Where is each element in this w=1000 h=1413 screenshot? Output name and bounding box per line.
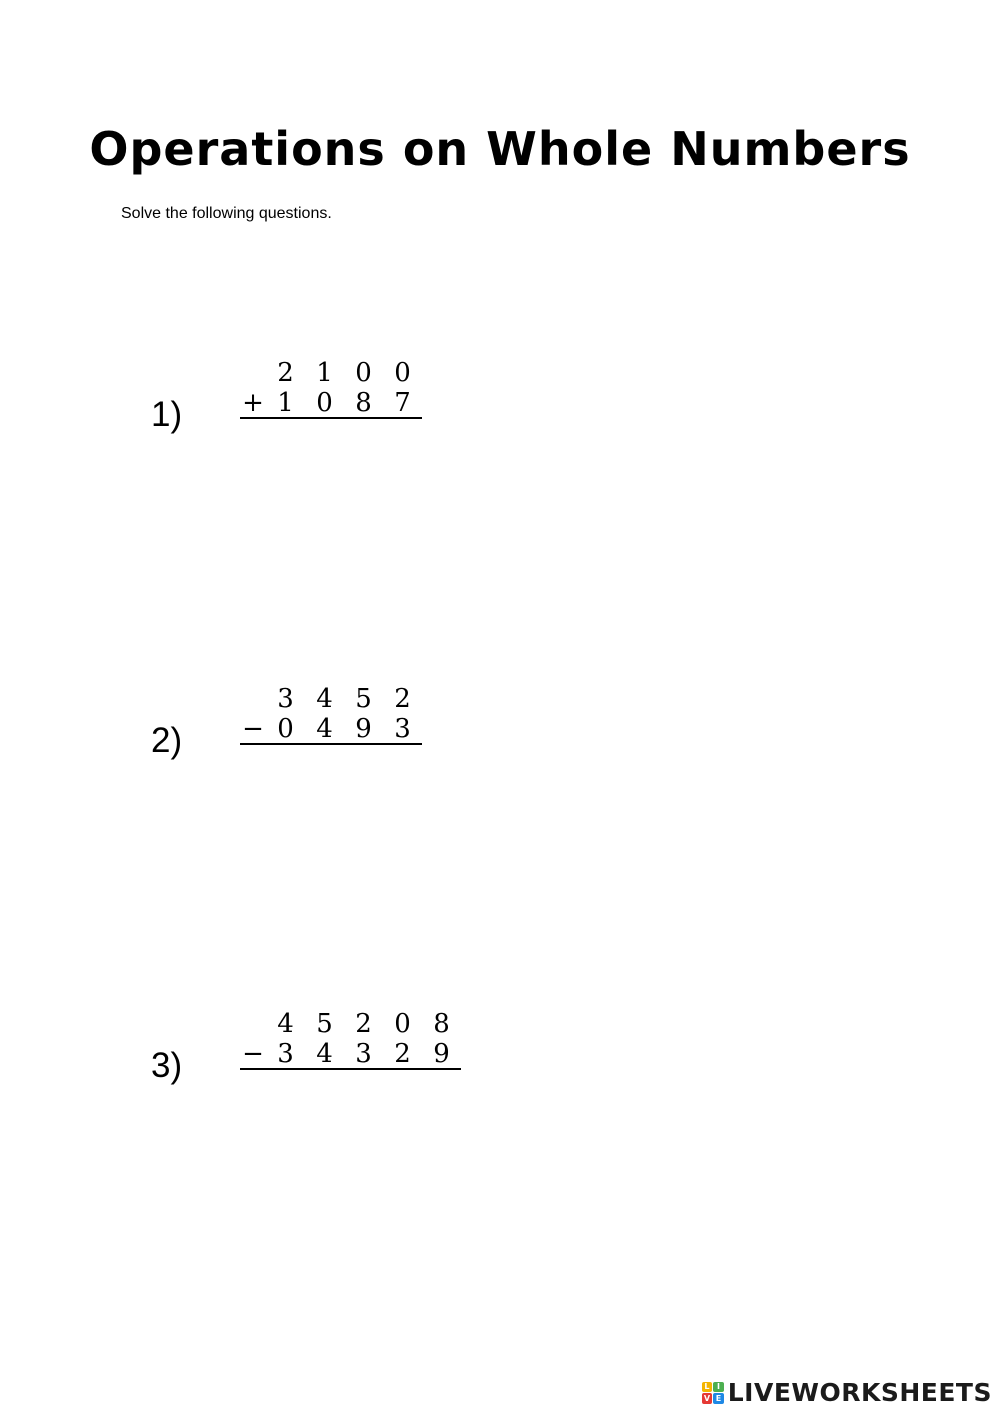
top-operand — [240, 1008, 461, 1039]
logo-letter: I — [713, 1382, 724, 1393]
digit: 3 — [355, 1038, 372, 1069]
bottom-operand — [240, 1039, 461, 1070]
digit: 0 — [316, 387, 333, 418]
watermark-text: LIVEWORKSHEETS — [727, 1378, 992, 1407]
digit: 3 — [394, 713, 411, 744]
digit: 0 — [277, 713, 294, 744]
subtraction-problem — [240, 683, 422, 745]
top-operand — [240, 357, 422, 388]
page-title: Operations on Whole Numbers — [89, 122, 911, 176]
logo-letter: E — [713, 1393, 724, 1404]
addition-problem — [240, 357, 422, 419]
digit: 4 — [316, 713, 333, 744]
digit: 2 — [394, 1038, 411, 1069]
minus-sign: − — [242, 1038, 264, 1069]
digit: 2 — [277, 357, 294, 388]
liveworksheets-watermark — [702, 1378, 992, 1407]
bottom-operand — [240, 388, 422, 419]
bottom-operand — [240, 714, 422, 745]
digit: 3 — [277, 1038, 294, 1069]
digit: 8 — [433, 1008, 450, 1039]
question-number: 1) — [151, 395, 183, 434]
plus-sign: + — [242, 387, 264, 418]
question-2 — [0, 683, 1000, 793]
logo-letter: V — [702, 1393, 713, 1404]
digit: 2 — [394, 683, 411, 714]
top-operand — [240, 683, 422, 714]
digit: 1 — [277, 387, 294, 418]
minus-sign: − — [242, 713, 264, 744]
question-number: 2) — [151, 721, 183, 760]
digit: 4 — [277, 1008, 294, 1039]
digit: 9 — [355, 713, 372, 744]
question-1 — [0, 357, 1000, 467]
digit: 4 — [316, 683, 333, 714]
logo-letter: L — [702, 1382, 713, 1393]
question-3 — [0, 1008, 1000, 1118]
question-number: 3) — [151, 1046, 183, 1085]
liveworksheets-logo-icon — [702, 1382, 724, 1404]
digit: 0 — [394, 1008, 411, 1039]
digit: 1 — [316, 357, 333, 388]
digit: 5 — [316, 1008, 333, 1039]
digit: 0 — [355, 357, 372, 388]
subtraction-problem — [240, 1008, 461, 1070]
digit: 8 — [355, 387, 372, 418]
digit: 5 — [355, 683, 372, 714]
digit: 9 — [433, 1038, 450, 1069]
instruction-text: Solve the following questions. — [121, 205, 332, 222]
digit: 4 — [316, 1038, 333, 1069]
digit: 7 — [394, 387, 411, 418]
digit: 0 — [394, 357, 411, 388]
digit: 3 — [277, 683, 294, 714]
digit: 2 — [355, 1008, 372, 1039]
